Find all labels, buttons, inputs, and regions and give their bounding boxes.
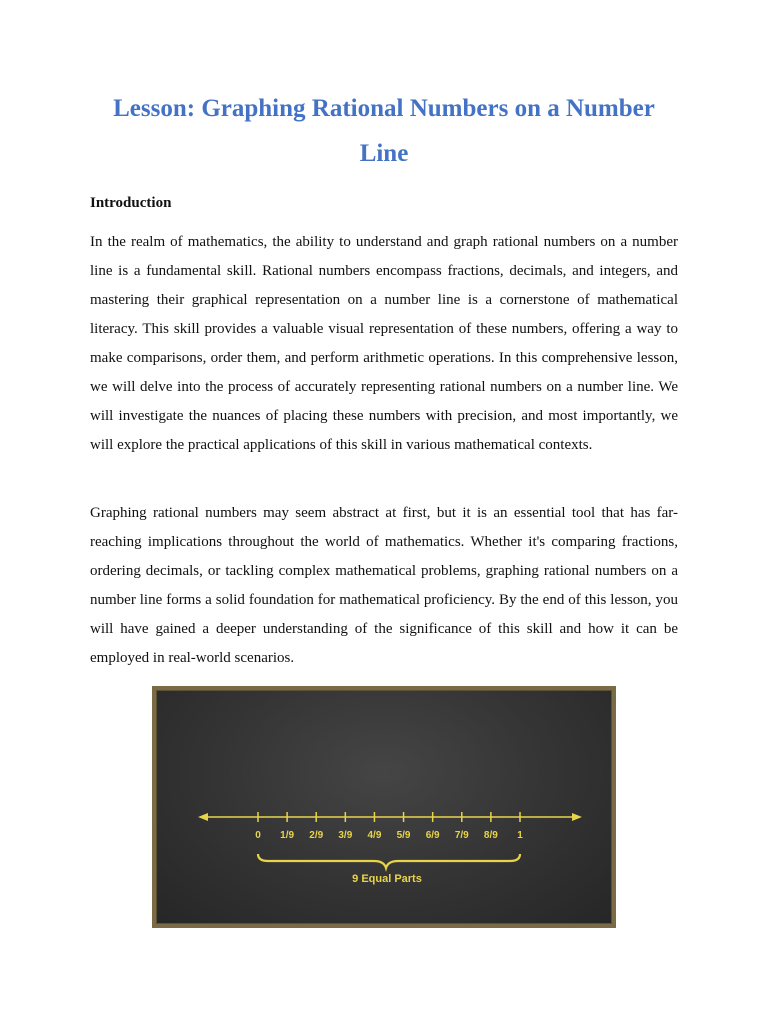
- tick-label: 1: [517, 830, 523, 841]
- tick-label: 0: [255, 830, 261, 841]
- tick-label: 1/9: [280, 830, 295, 841]
- tick-label: 6/9: [425, 830, 440, 841]
- tick-label: 4/9: [367, 830, 382, 841]
- right-arrowhead: [572, 813, 582, 821]
- tick-label: 2/9: [309, 830, 324, 841]
- section-heading-introduction: Introduction: [90, 195, 172, 211]
- tick-label: 7/9: [454, 830, 469, 841]
- intro-paragraph-2: Graphing rational numbers may seem abstract at first, but it is an essential tool that has far-reaching implications throughout the world of mathematics. Whether it's comparing fractions, ordering decimals, or tackling complex mathematical problems, graphing rational numbers on a number line forms a solid foundation for mathematical proficiency. By the end of this lesson, you will have gained a deeper understanding of the significance of this skill and how it can be employed in real-world scenarios.: [90, 505, 678, 666]
- number-line-chalkboard-figure: [152, 686, 616, 928]
- tick-label: 8/9: [483, 830, 498, 841]
- tick-label: 3/9: [338, 830, 353, 841]
- page-title: Lesson: Graphing Rational Numbers on a Number Line: [113, 95, 655, 167]
- tick-label: 5/9: [396, 830, 411, 841]
- tick-labels: [255, 830, 523, 841]
- left-arrowhead: [198, 813, 208, 821]
- curly-brace: [258, 854, 520, 868]
- intro-paragraph-1: In the realm of mathematics, the ability to understand and graph rational numbers on a number line is a fundamental skill. Rational numbers encompass fractions, decimals, and integers, and mastering their graphical representation on a number line is a cornerstone of mathematical literacy. This skill provides a valuable visual representation of these numbers, offering a way to make comparisons, order them, and perform arithmetic operations. In this comprehensive lesson, we will delve into the process of accurately representing rational numbers on a number line. We will investigate the nuances of placing these numbers with precision, and most importantly, we will explore the practical applications of this skill in various mathematical contexts.: [90, 234, 678, 453]
- number-line-diagram: [156, 690, 612, 924]
- brace-caption: 9 Equal Parts: [352, 873, 422, 885]
